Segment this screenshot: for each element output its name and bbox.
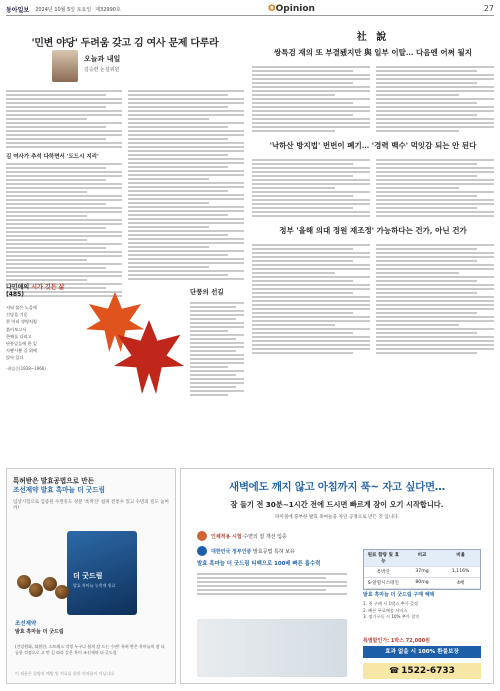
poem-body [6, 304, 70, 362]
article-subhead: 김 여사가 추석 다하면서 '도드시 지리' [6, 154, 99, 160]
issue-date: 2024년 10월 5일 토요일 [35, 7, 92, 13]
ad-left-footer: (건강원화, 퇴원한, 스트레스 걱정 누구나 쉽게 잠 드는 수면! 특허 받은 흑마늘의 잠 다공한 걱정으로 고 먼 길 따라 같은 흑이 조선제약 더 굿드림 [15, 644, 165, 655]
phone-icon: ☎ [389, 666, 400, 675]
poem-series-title: 나민애의 시가 깃든 삶 (485) [6, 284, 65, 298]
editorial-title-1: 쌍특검 재의 또 부결됐지만 與 일부 이탈… 다음엔 어쩌 될지 [274, 48, 472, 57]
poem-line: 신담을 기운 [6, 312, 28, 318]
patent-badge: 대한민국 정부인증 발효공법 특허 보유 [197, 546, 347, 556]
article-col-2 [128, 88, 244, 299]
author-portrait [52, 50, 78, 82]
poem-line: 저녁 붉은 노을에 [6, 305, 37, 310]
editorial-section [252, 20, 494, 356]
editorial-body-2 [252, 157, 494, 219]
ad-brand: 발효 흑마늘 더 굿드림 [15, 629, 64, 635]
poem-line: 한해를 다리고 [6, 333, 32, 339]
ad-description: 파이셜에 풍부한 발효 흑마늘을 자연 공정으로 만든 것 입니다. [274, 515, 400, 520]
masthead [6, 4, 494, 16]
author-name: 김승련 논설위원 [84, 67, 120, 73]
product-box-image [67, 531, 137, 615]
byline [84, 54, 164, 82]
table-header: 원료 함량 및 효능 비교 비율 [364, 550, 480, 567]
phone-number-button[interactable]: ☎ 1522-6733 [363, 663, 481, 679]
editorial-title-3: 정부 '올해 의대 정원 재조정' 가능하다는 건가, 아닌 건가 [279, 226, 467, 235]
price-label: 특별할인가: 1박스 72,000원 [363, 638, 430, 644]
advert-left[interactable] [6, 468, 176, 684]
poem-credit: -최임순(1938~1966) [6, 365, 46, 371]
poem-essay-body [190, 300, 244, 398]
ad-company: 조선제약 [15, 621, 37, 627]
issue-number: 제32990호 [95, 7, 121, 13]
table-row: 옥박산 37mg 1,116% [364, 567, 480, 578]
section-title: OOpinion [268, 4, 315, 14]
editorial-body-1 [252, 64, 494, 134]
maple-leaf-icon [76, 282, 186, 402]
brand-name: 동아일보 [6, 7, 30, 14]
government-seal-icon [197, 546, 207, 556]
ad-claim: 발효 흑마늘 더 굿드림 티백으로 100배 빠른 흡수력 [197, 561, 321, 567]
poem-line: 앉아 있다 [6, 355, 24, 361]
ad-subheadline: 잠 들기 전 30분~1시간 전에 드시면 빠르게 잠이 오기 시작합니다. [230, 500, 444, 509]
list-item: 2. 빠른 무료배송 서비스 [363, 607, 408, 613]
certification-seal-icon [197, 531, 207, 541]
ad-body [197, 571, 347, 597]
purchase-bullets [363, 601, 481, 621]
editorial-label: 社 說 [356, 32, 390, 43]
advert-right[interactable] [180, 468, 494, 684]
capsules-image [17, 561, 67, 601]
purchase-guide-title: 발효 흑마늘 더 굿드림 구매 혜택 [363, 592, 435, 598]
ad-left-headline: 특허받은 발효공법으로 만든 조선제약 발효 흑마늘 더 굿드림 [13, 477, 105, 494]
poem-line: 단풍잎들에 한 잎 [6, 341, 37, 347]
article-title: '민변 야당' 두려움 갖고 김 여사 문제 다루라 [31, 38, 219, 49]
ad-badges [197, 531, 347, 561]
poem-section [6, 282, 70, 372]
article-body [6, 88, 244, 299]
page-number: 27 [483, 4, 494, 13]
certification-badge: 인체적용 시험 수면의 질 개선 입증 [197, 531, 347, 541]
ad-photo [197, 619, 347, 677]
ad-left-note: 이 제품은 질병의 예방 및 치료를 위한 의약품이 아닙니다 [15, 671, 115, 676]
editorial-body-3 [252, 242, 494, 356]
poem-line: 한 마리 생명처럼 [6, 319, 37, 325]
editorial-title-2: '낙하산 방지법' 번번이 폐기… '경력 백수' 먹잇감 되는 안 된다 [269, 141, 477, 150]
column-article [6, 20, 244, 160]
list-item: 3. 정기구독 시 10% 추가 할인 [363, 614, 420, 619]
section-o-icon: O [268, 4, 276, 14]
ad-headline: 새벽에도 깨지 않고 아침까지 푹~ 자고 싶다면… [228, 481, 445, 493]
article-col-1 [6, 88, 122, 299]
poem-line: 사뿐시뿐 길 위에 [6, 348, 37, 354]
list-item: 1. 첫 구매 시 1박스 추가 증정 [363, 601, 419, 606]
product-caption: 발효 흑마늘 농축액 원료 [73, 583, 116, 588]
product-name: 더 굿드림 [73, 572, 103, 580]
ad-left-sub: 임상시험으로 입증된 수면유도 성분 '옥박산' 섭취 전통수 있고 수면의 질도 높여까! [13, 500, 169, 511]
column-name: 오늘과 내일 [84, 55, 121, 63]
poem-line: 붉어보고서 [6, 326, 27, 332]
table-row: S-알릴시스테인 80mg 4배 [364, 578, 480, 589]
ingredient-table [363, 549, 481, 590]
refund-banner[interactable]: 효과 없을 시 100% 환불보장 [363, 646, 481, 658]
poem-essay-title: 단풍의 선길 [190, 288, 224, 296]
